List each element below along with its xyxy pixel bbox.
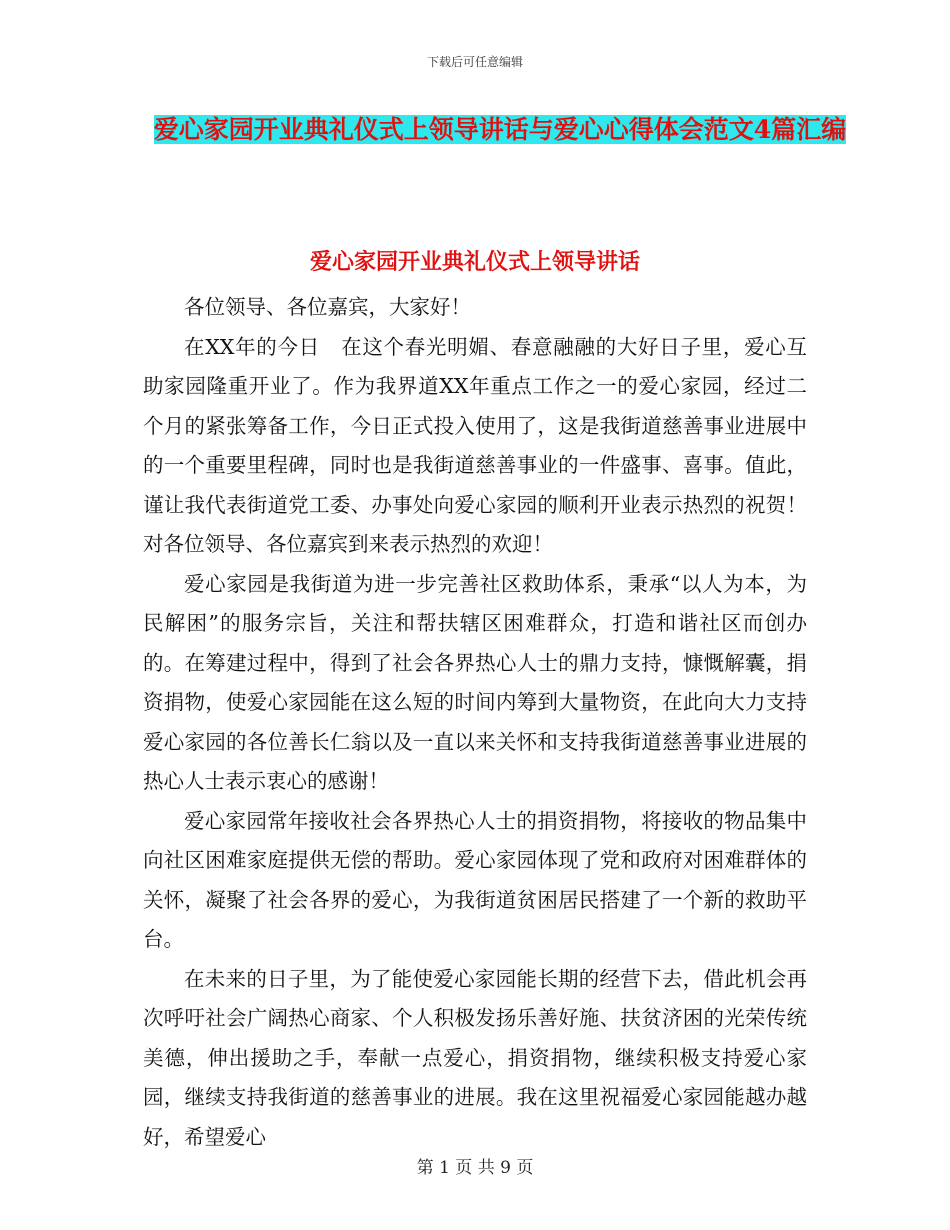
page-header-note: 下载后可任意编辑 [426, 55, 523, 69]
section-title: 爱心家园开业典礼仪式上领导讲话 [309, 249, 640, 275]
paragraph-greeting: 各位领导、各位嘉宾，大家好！ [184, 295, 471, 319]
paragraph: 在未来的日子里，为了能使爱心家园能长期的经营下去，借此机会再次呼吁社会广阔热心商家、个人积极发扬乐善好施、扶贫济困的光荣传统美德，伸出援助之手，奉献一点爱心，捐资捐物，继续积极支持爱心家园，继续支持我街道的慈善事业的进展。我在这里祝福爱心家园能越办越好，希望爱心 [143, 966, 807, 1149]
body-text [143, 288, 807, 1157]
document-title-text: 爱心家园开业典礼仪式上领导讲话与爱心心得体会范文4篇汇编 [153, 115, 847, 144]
paragraph: 爱心家园是我街道为进一步完善社区救助体系，秉承“以人为本，为民解困”的服务宗旨，关注和帮扶辖区困难群众，打造和谐社区而创办的。在筹建过程中，得到了社会各界热心人士的鼎力支持，慷慨解囊，捐资捐物，使爱心家园能在这么短的时间内筹到大量物资，在此向大力支持爱心家园的各位善长仁翁以及一直以来关怀和支持我街道慈善事业进展的热心人士表示衷心的感谢！ [143, 571, 807, 793]
paragraph: 在XX年的今日 在这个春光明媚、春意融融的大好日子里，爱心互助家园隆重开业了。作为我界道XX年重点工作之一的爱心家园，经过二个月的紧张筹备工作，今日正式投入使用了，这是我街道慈善事业进展中的一个重要里程碑，同时也是我街道慈善事业的一件盛事、喜事。值此，谨让我代表街道党工委、办事处向爱心家园的顺利开业表示热烈的祝贺！对各位领导、各位嘉宾到来表示热烈的欢迎！ [143, 334, 807, 556]
paragraph: 爱心家园常年接收社会各界热心人士的捐资捐物，将接收的物品集中向社区困难家庭提供无偿的帮助。爱心家园体现了党和政府对困难群体的关怀，凝聚了社会各界的爱心，为我街道贫困居民搭建了一个新的救助平台。 [143, 808, 807, 951]
document-title [140, 106, 860, 154]
page-number-footer: 第 1 页 共 9 页 [416, 1158, 534, 1178]
